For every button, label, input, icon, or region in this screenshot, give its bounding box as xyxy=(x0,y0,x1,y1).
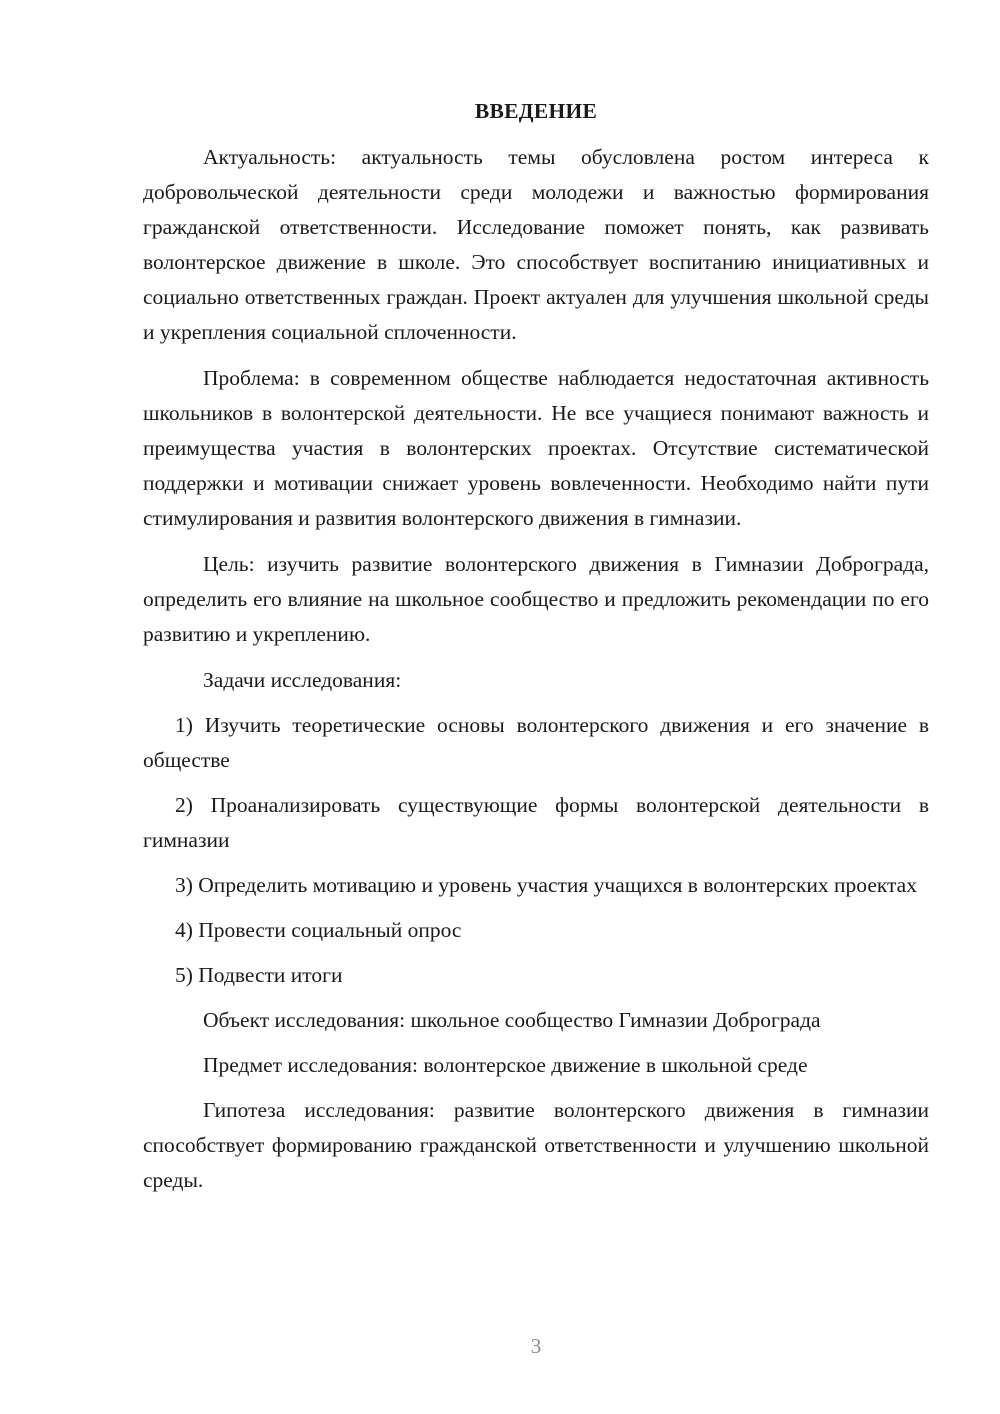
relevance-paragraph: Актуальность: актуальность темы обусловлена ростом интереса к добровольческой деятельности среди молодежи и важностью формирования гражданской ответственности. Исследование поможет понять, как развивать волонтерское движение в школе. Это способствует воспитанию инициативных и социально ответственных граждан. Проект актуален для улучшения школьной среды и укрепления социальной сплоченности. xyxy=(143,145,929,344)
page-number: 3 xyxy=(530,1334,542,1358)
goal-paragraph: Цель: изучить развитие волонтерского движения в Гимназии Доброграда, определить его влияние на школьное сообщество и предложить рекомендации по его развитию и укреплению. xyxy=(143,552,929,646)
task-item-2: 2) Проанализировать существующие формы волонтерской деятельности в гимназии xyxy=(143,793,929,852)
document-page xyxy=(143,96,929,1209)
hypothesis-paragraph: Гипотеза исследования: развитие волонтерского движения в гимназии способствует формированию гражданской ответственности и улучшению школьной среды. xyxy=(143,1098,929,1192)
task-item-3: 3) Определить мотивацию и уровень участия учащихся в волонтерских проектах xyxy=(175,873,917,897)
tasks-heading: Задачи исследования: xyxy=(203,668,402,692)
page-title: ВВЕДЕНИЕ xyxy=(474,99,598,123)
task-item-1: 1) Изучить теоретические основы волонтерского движения и его значение в обществе xyxy=(143,713,929,772)
task-item-5: 5) Подвести итоги xyxy=(175,963,343,987)
research-object: Объект исследования: школьное сообщество Гимназии Доброграда xyxy=(203,1008,821,1032)
problem-paragraph: Проблема: в современном обществе наблюдается недостаточная активность школьников в волонтерской деятельности. Не все учащиеся понимают важность и преимущества участия в волонтерских проектах. Отсутствие систематической поддержки и мотивации снижает уровень вовлеченности. Необходимо найти пути стимулирования и развития волонтерского движения в гимназии. xyxy=(143,366,929,530)
task-item-4: 4) Провести социальный опрос xyxy=(175,918,462,942)
research-subject: Предмет исследования: волонтерское движение в школьной среде xyxy=(203,1053,808,1077)
